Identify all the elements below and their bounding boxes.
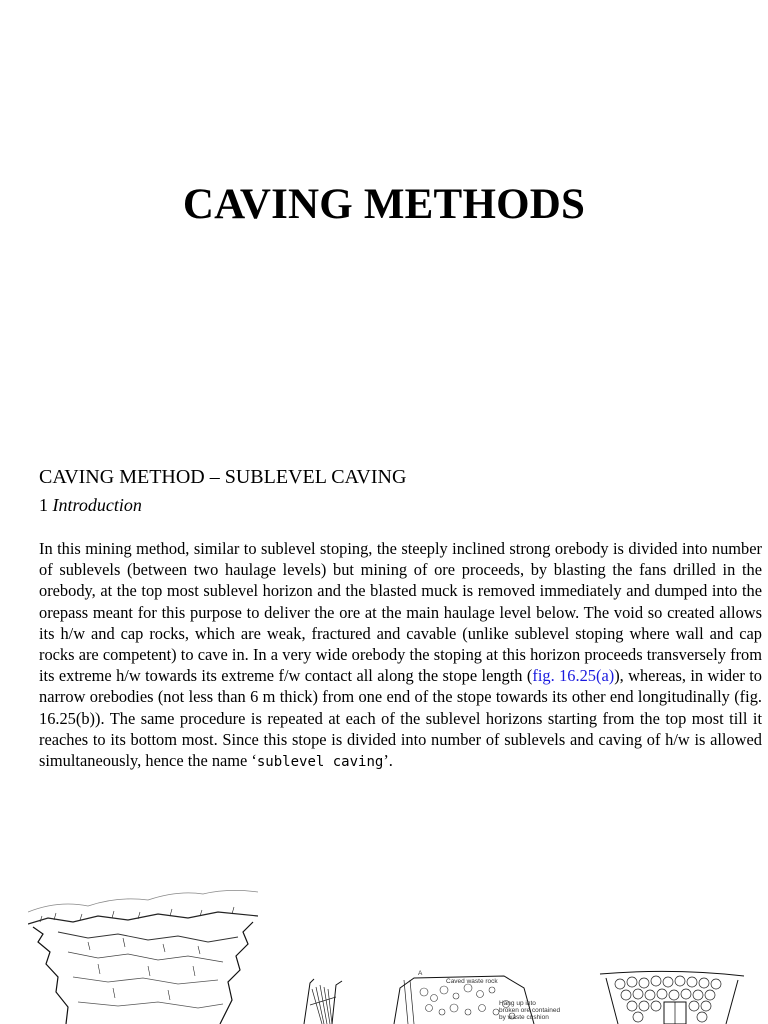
figure-link[interactable]: fig. 16.25(a) [532,666,615,686]
fig-c-label-hang: Hang up into broken ore contained by waste cushion [499,1000,561,1021]
figure-caving-landscape [28,882,258,1024]
subsection-number: 1 [39,495,48,515]
section-heading: CAVING METHOD – SUBLEVEL CAVING [39,466,407,488]
document-title: CAVING METHODS [182,181,586,228]
subsection-title: Introduction [52,495,142,515]
figure-caved-waste-schematic [384,968,569,1024]
subsection-heading [39,495,142,516]
paragraph-text-2: ), whereas, in wider to narrow orebodies (not less than 6 m thick) from one end of the stope towards its other end longitudinally (fig. 16.25(b)). The same procedure is repeated at each of the sublevel horizons starting from the top most till it reaches to its bottom most. Since this stope is divided into number of sublevels and caving of h/w is allowed simultaneously, hence the name ‘ [39,666,762,771]
paragraph-text-1: In this mining method, similar to sublevel stoping, the steeply inclined strong orebody is divided into number of sublevels (between two haulage levels) but mining of ore proceeds, by blasting the fans drilled in the orebody, at the top most sublevel horizon and the blasted muck is removed immediately and dumped into the orepass meant for this purpose to deliver the ore at the main haulage level below. The void so created allows its h/w and cap rocks, which are weak, fractured and cavable (unlike sublevel stoping where wall and cap rocks are competent) to cave in. In a very wide orebody the stoping at this horizon proceeds transversely from its extreme h/w towards its extreme f/w contact all along the stope length ( [39,539,762,686]
paragraph-text-3: ’. [383,751,393,771]
figure-rock-pile [598,968,746,1024]
figure-stope-section [292,975,352,1024]
fig-c-label-a: A [418,970,423,977]
intro-paragraph [39,538,762,773]
fig-c-label-caved: Caved waste rock [446,978,498,985]
sublevel-caving-term: sublevel caving [256,754,384,771]
